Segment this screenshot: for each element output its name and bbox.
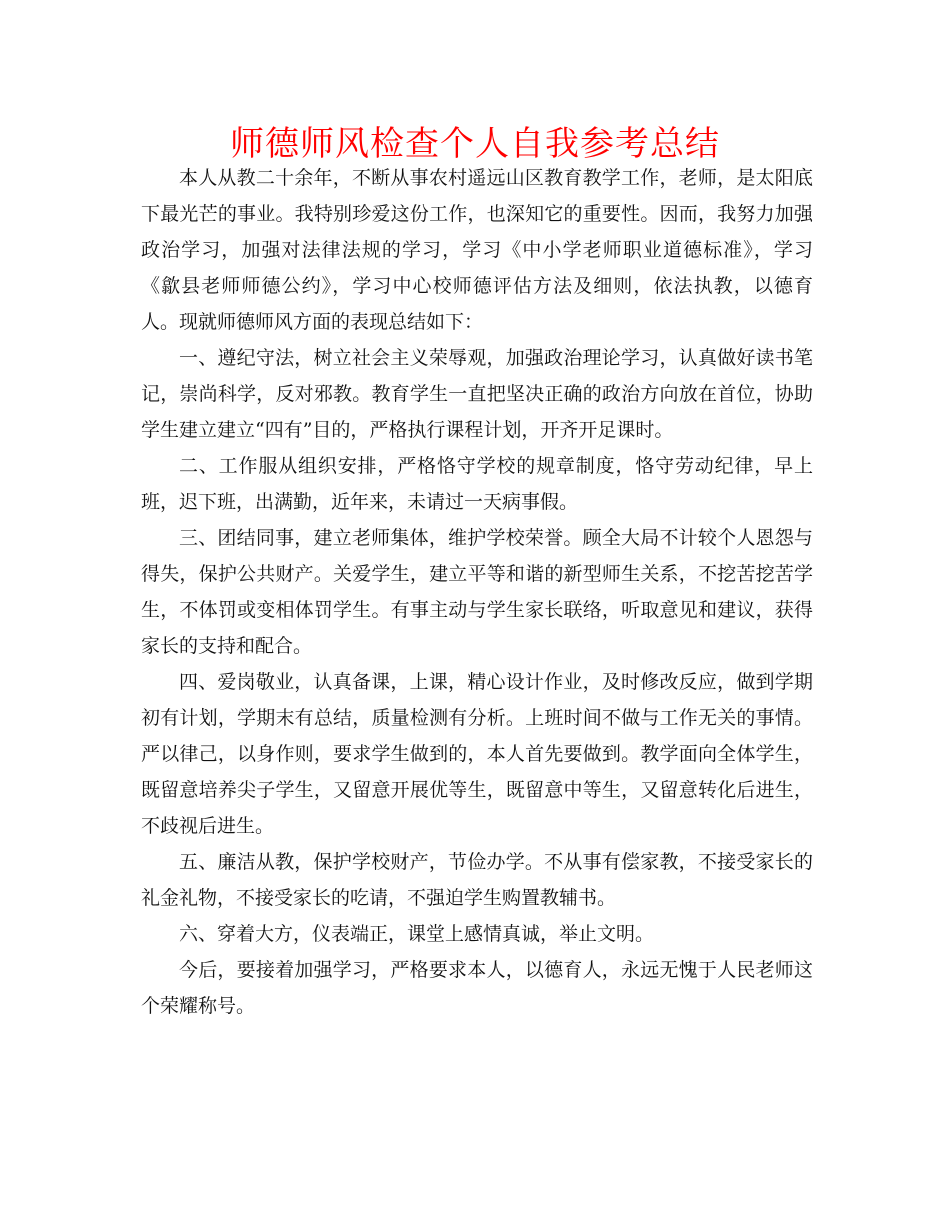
- paragraph-5: 五、廉洁从教，保护学校财产，节俭办学。不从事有偿家教，不接受家长的礼金礼物，不接受家长的吃请，不强迫学生购置教辅书。: [141, 851, 813, 909]
- paragraph-3: 三、团结同事，建立老师集体，维护学校荣誉。顾全大局不计较个人恩怨与得失，保护公共财产。关爱学生，建立平等和谐的新型师生关系，不挖苦挖苦学生，不体罚或变相体罚学生。有事主动与学生家长联络，听取意见和建议，获得家长的支持和配合。: [141, 527, 813, 657]
- paragraph-6: 六、穿着大方，仪表端正，课堂上感情真诚，举止文明。: [179, 923, 655, 945]
- paragraph-4: 四、爱岗敬业，认真备课，上课，精心设计作业，及时修改反应，做到学期初有计划，学期末有总结，质量检测有分析。上班时间不做与工作无关的事情。严以律己，以身作则，要求学生做到的，本人首先要做到。教学面向全体学生，既留意培养尖子学生，又留意开展优等生，既留意中等生，又留意转化后进生，不歧视后进生。: [141, 671, 813, 837]
- paragraph-2: 二、工作服从组织安排，严格恪守学校的规章制度，恪守劳动纪律，早上班，迟下班，出满勤，近年来，未请过一天病事假。: [141, 455, 813, 513]
- document-body: [141, 160, 813, 1024]
- document-title: 师德师风检查个人自我参考总结: [230, 124, 720, 164]
- paragraph-intro: 本人从教二十余年，不断从事农村遥远山区教育教学工作，老师，是太阳底下最光芒的事业。我特别珍爱这份工作，也深知它的重要性。因而，我努力加强政治学习，加强对法律法规的学习，学习《中小学老师职业道德标准》，学习《歙县老师师德公约》，学习中心校师德评估方法及细则，依法执教，以德育人。现就师德师风方面的表现总结如下：: [141, 167, 813, 333]
- paragraph-1: 一、遵纪守法，树立社会主义荣辱观，加强政治理论学习，认真做好读书笔记，崇尚科学，反对邪教。教育学生一直把坚决正确的政治方向放在首位，协助学生建立建立“四有”目的，严格执行课程计划，开齐开足课时。: [141, 347, 813, 441]
- paragraph-conclusion: 今后，要接着加强学习，严格要求本人，以德育人，永远无愧于人民老师这个荣耀称号。: [141, 959, 813, 1017]
